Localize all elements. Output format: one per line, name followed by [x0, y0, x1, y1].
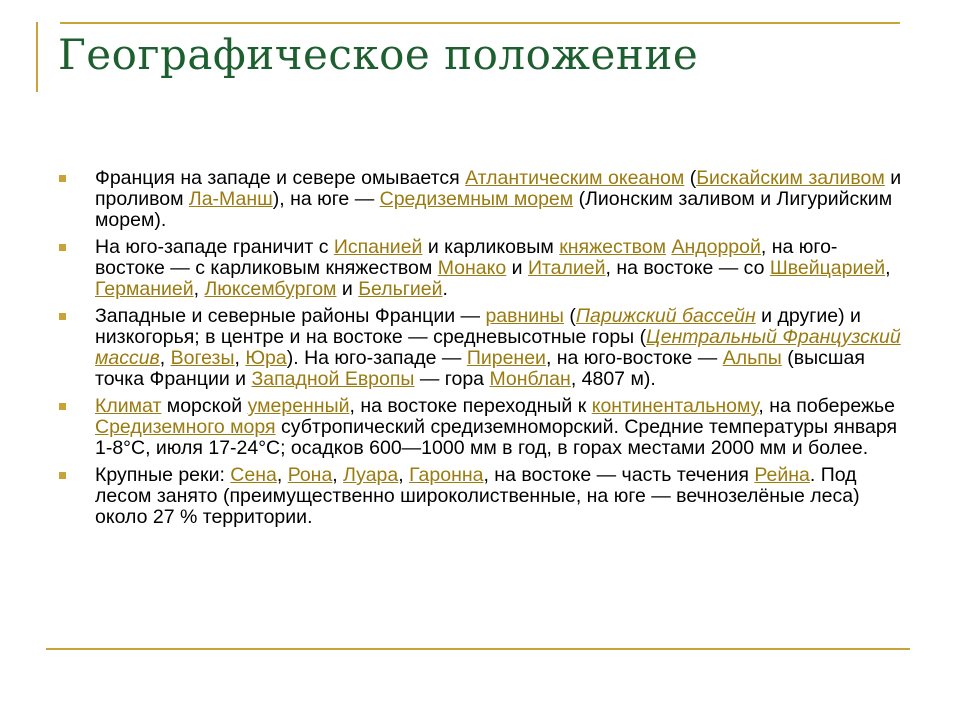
text-link[interactable]: Рона	[287, 464, 333, 486]
text-span: и проливом	[95, 167, 902, 210]
text-span: и	[336, 278, 359, 300]
text-link[interactable]: княжеством	[559, 236, 667, 258]
text-span: и другие) и низкогорья; в центре и на востоке — средневысотные горы (	[95, 305, 861, 348]
text-span: Франция на западе и севере омывается	[95, 167, 466, 189]
text-span: .	[442, 278, 448, 300]
text-span: ,	[885, 257, 891, 279]
top-divider	[60, 22, 900, 24]
text-link[interactable]: Гаронна	[409, 464, 484, 486]
slide-title: Географическое положение	[58, 30, 699, 79]
text-link[interactable]: умеренный	[247, 395, 350, 417]
text-span: ,	[234, 347, 246, 369]
text-link[interactable]: континентальному	[591, 395, 759, 417]
text-link[interactable]: Юра	[245, 347, 287, 369]
text-link[interactable]: Вогезы	[170, 347, 235, 369]
text-link[interactable]: Бискайским заливом	[696, 167, 885, 189]
text-link[interactable]: Сена	[230, 464, 277, 486]
square-bullet-icon	[59, 244, 66, 251]
text-span: (Лионским заливом и Лигурийским морем).	[95, 188, 893, 231]
text-span: , на юго-востоке — с карликовым княжеством	[95, 236, 838, 279]
text-span: ,	[398, 464, 410, 486]
text-link[interactable]: Ла-Манш	[188, 188, 273, 210]
text-link[interactable]: Климат	[95, 395, 162, 417]
text-span: и карликовым	[422, 236, 560, 258]
bullet-item	[55, 237, 905, 300]
text-span: , на востоке переходный к	[349, 395, 592, 417]
text-link[interactable]: Италией	[527, 257, 606, 279]
text-span: , на востоке — часть течения	[483, 464, 755, 486]
text-span: ,	[332, 464, 344, 486]
text-link[interactable]: Германией	[95, 278, 194, 300]
text-link[interactable]: Швейцарией	[769, 257, 886, 279]
bullet-item	[55, 465, 905, 528]
text-span: ,	[159, 347, 171, 369]
square-bullet-icon	[59, 472, 66, 479]
text-span: , 4807 м).	[570, 368, 656, 390]
text-link[interactable]: Средиземного моря	[95, 416, 276, 438]
text-span: ,	[193, 278, 205, 300]
text-span: ). На юго-западе —	[286, 347, 467, 369]
text-span: (высшая точка Франции и	[95, 347, 865, 390]
text-link[interactable]: Пиренеи	[466, 347, 546, 369]
left-divider	[36, 22, 38, 92]
text-link[interactable]: Западной Европы	[251, 368, 415, 390]
bullet-item	[55, 168, 905, 231]
text-span: (	[684, 167, 697, 189]
text-span: . Под лесом занято (преимущественно широколиственные, на юге — вечнозелёные леса) около 27 % территории.	[95, 464, 860, 528]
text-link[interactable]: Рейна	[754, 464, 810, 486]
text-link[interactable]: Парижский бассейн	[575, 305, 756, 327]
text-span: , на востоке — со	[605, 257, 770, 279]
text-link[interactable]: Монако	[437, 257, 507, 279]
text-span: Крупные реки:	[95, 464, 231, 486]
bullet-list	[55, 168, 905, 534]
square-bullet-icon	[59, 175, 66, 182]
text-span: морской	[161, 395, 248, 417]
text-link[interactable]: Андоррой	[671, 236, 761, 258]
text-link[interactable]: Люксембургом	[204, 278, 337, 300]
bullet-item	[55, 306, 905, 390]
square-bullet-icon	[59, 403, 66, 410]
text-span: ,	[276, 464, 288, 486]
text-span: и	[506, 257, 528, 279]
bottom-divider	[46, 648, 910, 650]
text-span: , на побережье	[758, 395, 895, 417]
text-link[interactable]: Монблан	[489, 368, 571, 390]
text-span: ), на юге —	[272, 188, 380, 210]
square-bullet-icon	[59, 313, 66, 320]
text-link[interactable]: Испанией	[333, 236, 423, 258]
bullet-item	[55, 396, 905, 459]
text-link[interactable]: равнины	[485, 305, 564, 327]
text-link[interactable]: Средиземным морем	[379, 188, 574, 210]
text-span: Западные и северные районы Франции —	[95, 305, 486, 327]
text-link[interactable]: Альпы	[722, 347, 782, 369]
text-span: (	[563, 305, 576, 327]
text-span: , на юго-востоке —	[545, 347, 723, 369]
text-link[interactable]: Луара	[343, 464, 399, 486]
text-link[interactable]: Атлантическим океаном	[465, 167, 685, 189]
text-link[interactable]: Центральный Французский массив	[95, 326, 901, 369]
text-span: На юго-западе граничит с	[95, 236, 334, 258]
text-span: субтропический средиземноморский. Средние температуры января 1-8°C, июля 17-24°C; осадков 600—1000 мм в год, в горах местами 2000 мм и более.	[95, 416, 898, 459]
text-link[interactable]: Бельгией	[358, 278, 443, 300]
text-span: — гора	[414, 368, 490, 390]
